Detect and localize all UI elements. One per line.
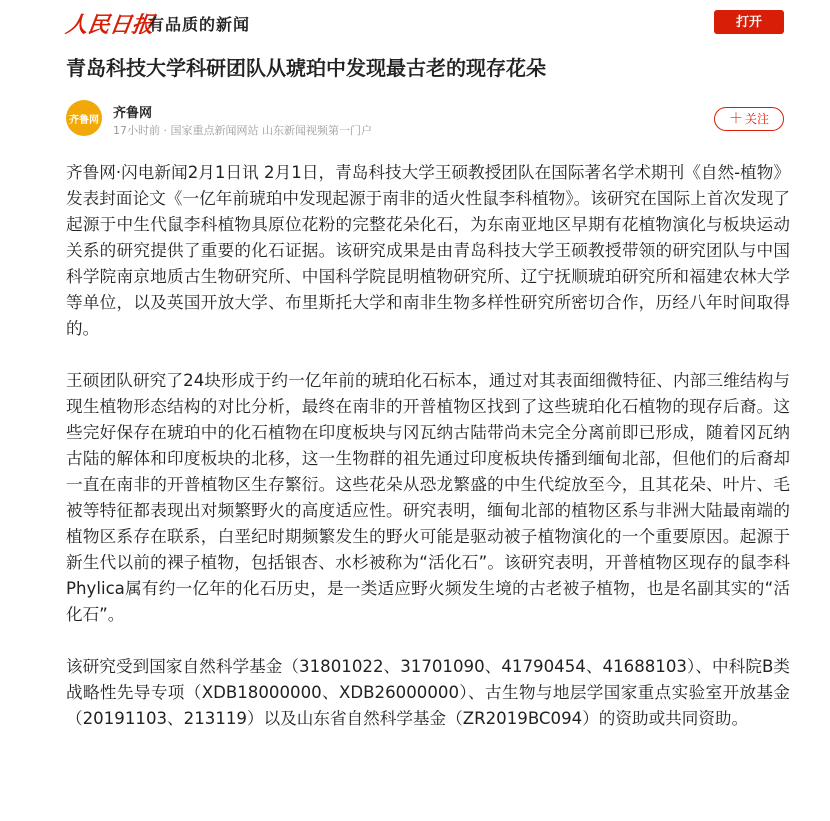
open-app-button[interactable]: 打开 [714, 10, 784, 34]
follow-label: 关注 [744, 112, 769, 126]
top-bar [0, 0, 830, 44]
follow-button[interactable] [714, 107, 784, 131]
article-paragraph-3: 该研究受到国家自然科学基金（31801022、31701090、41790454、41688103）、中科院B类战略性先导专项（XDB18000000、XDB26000000）、古生物与地层学国家重点实验室开放基金（20191103、213119）以及山东省自然科学基金（ZR2019BC094）的资助或共同资助。 [66, 657, 790, 728]
article-paragraph-2: 王硕团队研究了24块形成于约一亿年前的琥珀化石标本，通过对其表面细微特征、内部三维结构与现生植物形态结构的对比分析，最终在南非的开普植物区找到了这些琥珀化石植物的现存后裔。这些完好保存在琥珀中的化石植物在印度板块与冈瓦纳古陆带尚未完全分离前即已形成，随着冈瓦纳古陆的解体和印度板块的北移，这一生物群的祖先通过印度板块传播到缅甸北部，但他们的后裔却一直在南非的开普植物区生存繁衍。这些花朵从恐龙繁盛的中生代绽放至今，且其花朵、叶片、毛被等特征都表现出对频繁野火的高度适应性。研究表明，缅甸北部的植物区系与非洲大陆最南端的植物区系存在联系，白垩纪时期频繁发生的野火可能是驱动被子植物演化的一个重要原因。起源于新生代以前的裸子植物，包括银杏、水杉被称为“活化石”。该研究表明，开普植物区现存的鼠李科Phylica属有约一亿年的化石历史，是一类适应野火频发生境的古老被子植物，也是名副其实的“活化石”。 [66, 371, 790, 624]
slogan: 有品质的新闻 [148, 15, 251, 34]
source-avatar[interactable]: 齐鲁网 [66, 100, 102, 136]
source-meta: 17小时前 · 国家重点新闻网站 山东新闻视频第一门户 [113, 124, 372, 137]
people-daily-logo: 人民日报 [63, 12, 156, 38]
article-title: 青岛科技大学科研团队从琥珀中发现最古老的现存花朵 [66, 56, 546, 80]
article-paragraph-1: 齐鲁网·闪电新闻2月1日讯 2月1日，青岛科技大学王硕教授团队在国际著名学术期刊《自然-植物》发表封面论文《一亿年前琥珀中发现起源于南非的适火性鼠李科植物》。该研究在国际上首次发现了起源于中生代鼠李科植物具原位花粉的完整花朵化石，为东南亚地区早期有花植物演化与板块运动关系的研究提供了重要的化石证据。该研究成果是由青岛科技大学王硕教授带领的研究团队与中国科学院南京地质古生物研究所、中国科学院昆明植物研究所、辽宁抚顺琥珀研究所和福建农林大学等单位，以及英国开放大学、布里斯托大学和南非生物多样性研究所密切合作，历经八年时间取得的。 [66, 163, 790, 338]
plus-icon: ＋ [728, 111, 743, 127]
source-name[interactable]: 齐鲁网 [113, 106, 153, 121]
article-body [66, 160, 790, 758]
